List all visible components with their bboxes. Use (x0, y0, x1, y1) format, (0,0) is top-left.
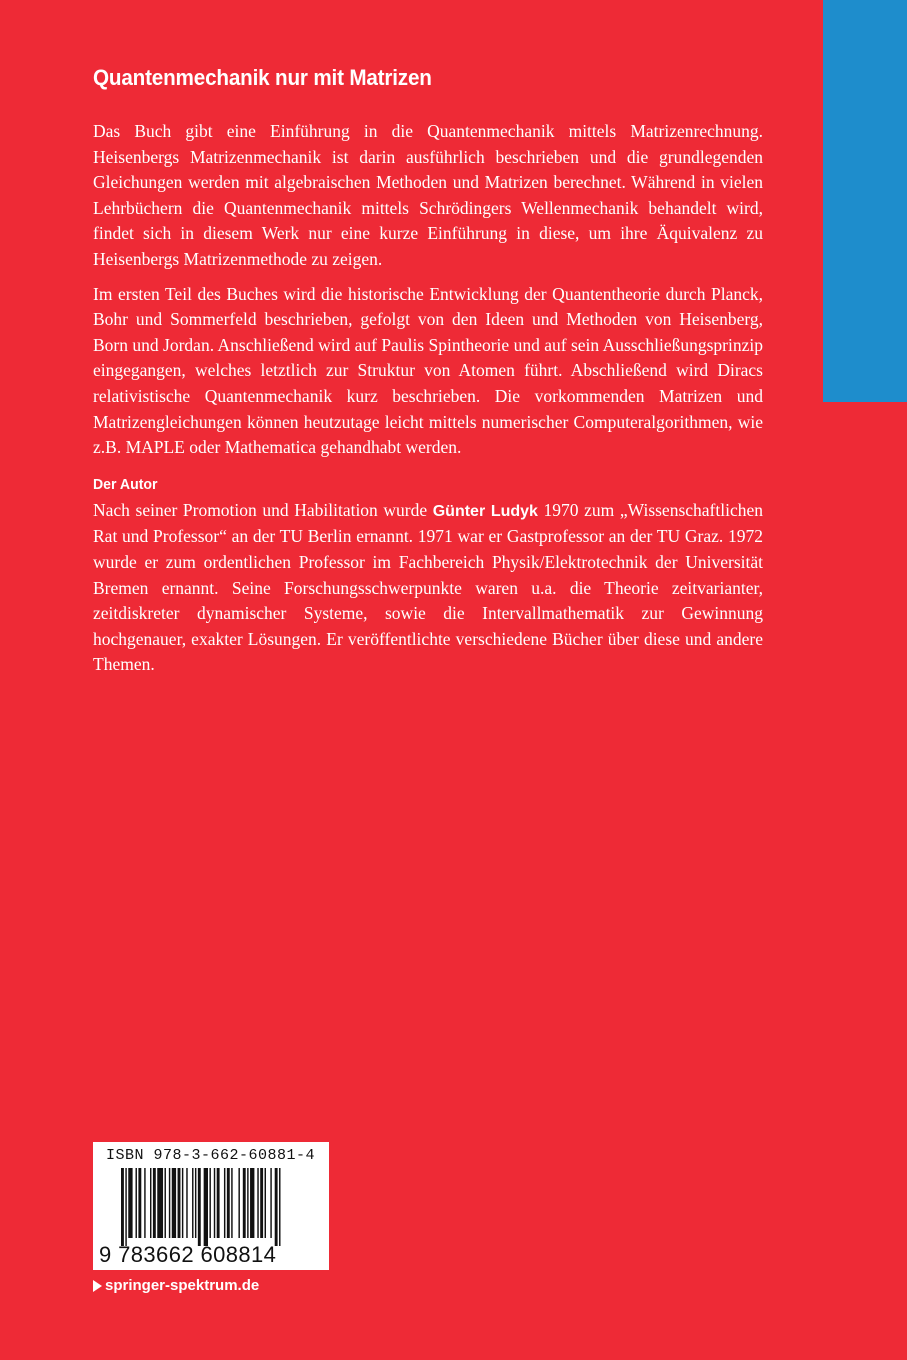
barcode-bar (260, 1168, 263, 1238)
cover-text (93, 119, 763, 678)
barcode-bar (172, 1168, 176, 1238)
barcode-bar (150, 1168, 151, 1238)
isbn-barcode (93, 1142, 329, 1270)
barcode-bar (153, 1168, 156, 1238)
barcode-bar (231, 1168, 232, 1238)
barcode-bar (238, 1168, 239, 1238)
barcode-bar (214, 1168, 215, 1238)
barcode-bar (243, 1168, 246, 1238)
barcode-bar (182, 1168, 183, 1238)
barcode-bar (138, 1168, 141, 1238)
barcode-bar (270, 1168, 271, 1238)
barcode-bar (217, 1168, 220, 1238)
author-bio-rest: 1970 zum „Wissenschaftlichen Rat und Professor“ an der TU Berlin ernannt. 1971 war er Gastprofessor an der TU Graz. 1972 wurde er zum ordentlichen Professor im Fachbereich Physik/​Elektrotechnik der Universität Bremen ernannt. Seine Forschungsschwerpunkte waren u.a. die Theorie zeitvarianter, zeitdiskreter dynamischer Systeme, sowie die Intervallmathematik zur Gewinnung hochgenauer, exakter Lösungen. Er veröffentlichte verschiedene Bücher über diese und andere Themen. (93, 499, 763, 675)
barcode-bar (198, 1168, 201, 1246)
barcode-bar (204, 1168, 208, 1246)
barcode-bar (195, 1168, 196, 1238)
description-paragraph-2: Im ersten Teil des Buches wird die historische Entwicklung der Quantentheorie durch Planck, Bohr und Sommerfeld beschrieben, gefolgt von den Ideen und Methoden von Heisenberg, Born und Jordan. Anschließend wird auf Paulis Spintheorie und auf sein Ausschließungsprinzip eingegangen, welches letztlich zur Struktur von Atomen führt. Abschließend wird Diracs relativistische Quantenmechanik kurz beschrieben. Die vorkommenden Matrizen und Matrizengleichungen können heutzutage leicht mittels numerischer Computeralgorithmen, wie z.B. MAPLE oder Mathematica gehandhabt werden. (93, 283, 763, 458)
isbn-label: ISBN 978-3-662-60881-4 (106, 1147, 316, 1164)
triangle-right-icon (93, 1280, 102, 1292)
barcode-bar (209, 1168, 210, 1238)
description-paragraph-1: Das Buch gibt eine Einführung in die Quantenmechanik mittels Matrizenrechnung. Heisenbergs Matrizenmechanik ist darin ausführlich beschrieben und die grundlegenden Gleichungen werden mit algebraischen Methoden und Matrizen berechnet. Während in vielen Lehrbüchern die Quantenmechanik mittels Schrödingers Wellenmechanik behandelt wird, findet sich in diesem Werk nur eine kurze Einführung in diese, um ihre Äquivalenz zu Heisenbergs Matrizenmethode zu zeigen. (93, 121, 763, 269)
barcode-bar (121, 1168, 124, 1246)
book-title: Quantenmechanik nur mit Matrizen (93, 65, 432, 90)
blue-accent-band (823, 0, 907, 402)
publisher-url: springer-spektrum.de (105, 1277, 260, 1294)
barcode-digits: 9 783662 608814 (99, 1242, 277, 1267)
barcode-bar (144, 1168, 145, 1238)
publisher-link[interactable] (93, 1276, 259, 1296)
barcode-bar (279, 1168, 280, 1246)
barcode-bar (169, 1168, 170, 1238)
barcode-bar (247, 1168, 248, 1238)
author-name: Günter Ludyk (432, 502, 538, 520)
barcode-bar (227, 1168, 230, 1238)
author-bio (93, 498, 763, 678)
barcode-bar (136, 1168, 137, 1238)
barcode-bar (250, 1168, 254, 1238)
barcode-bar (165, 1168, 166, 1238)
barcode-bar (265, 1168, 266, 1238)
barcode-bar (275, 1168, 278, 1246)
barcode-bar (157, 1168, 163, 1238)
barcode-bar (186, 1168, 187, 1238)
barcode-bar (257, 1168, 258, 1238)
author-bio-intro: Nach seiner Promotion und Habilitation wurde (93, 499, 433, 520)
barcode-bar (224, 1168, 225, 1238)
barcode-bar (192, 1168, 193, 1238)
author-heading: Der Autor (93, 475, 158, 493)
barcode-bar (128, 1168, 132, 1238)
barcode-bar (178, 1168, 181, 1238)
barcode-bar (125, 1168, 126, 1246)
